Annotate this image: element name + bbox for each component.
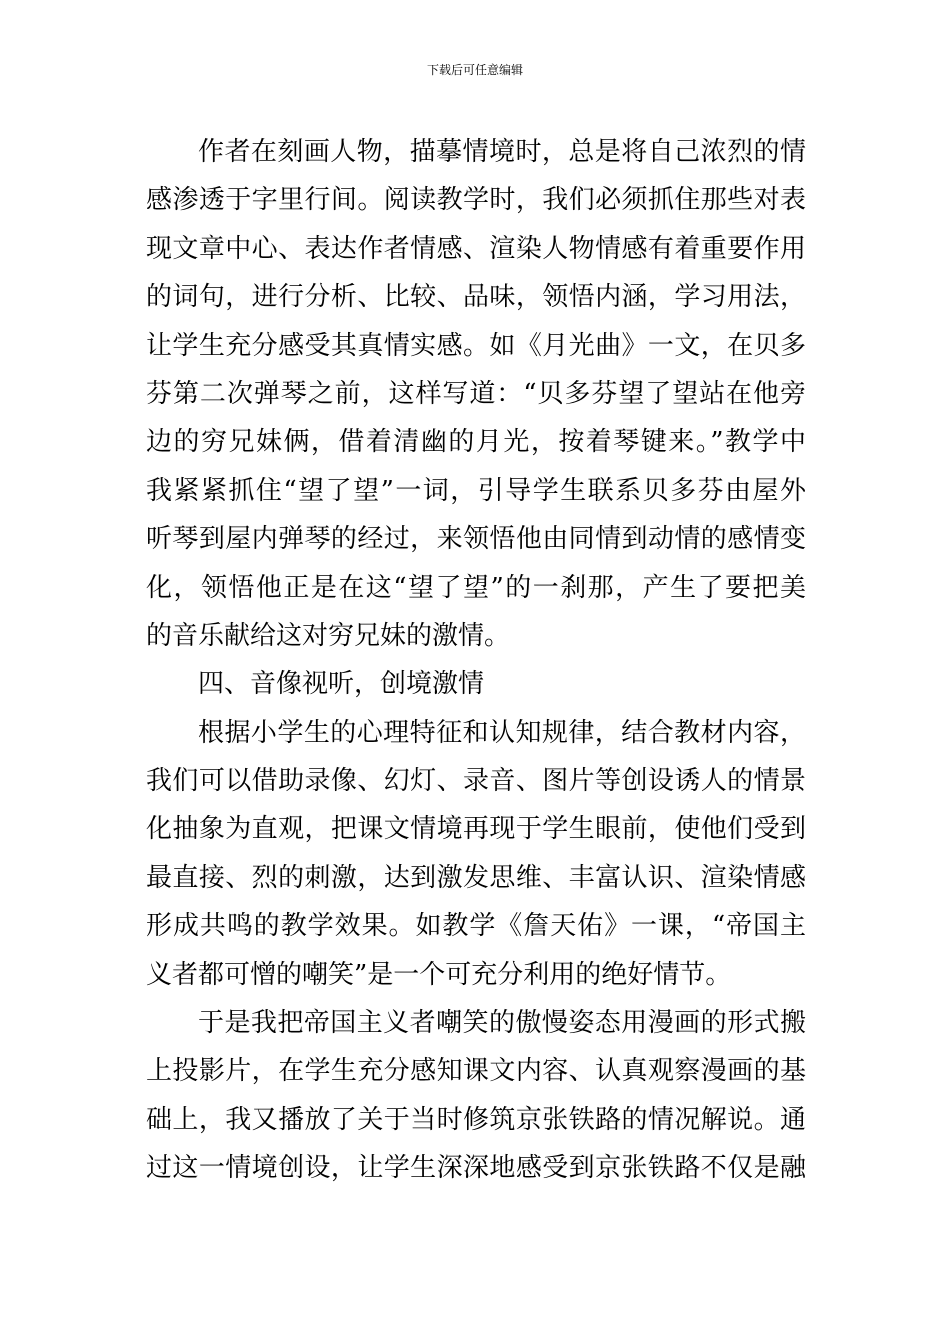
text-line: 础上，我又播放了关于当时修筑京张铁路的情况解说。通	[146, 1104, 806, 1135]
text-line: 义者都可憎的嘲笑”是一个可充分利用的绝好情节。	[146, 959, 732, 990]
text-line: 最直接、烈的刺激，达到激发思维、丰富认识、渲染情感	[146, 862, 806, 893]
paragraph	[146, 709, 806, 999]
text-line: 听琴到屋内弹琴的经过，来领悟他由同情到动情的感情变	[146, 524, 806, 555]
text-line: 芬第二次弹琴之前，这样写道：“贝多芬望了望站在他旁	[146, 378, 806, 409]
text-line: 化，领悟他正是在这“望了望”的一刹那，产生了要把美	[146, 572, 806, 603]
text-line: 过这一情境创设，让学生深深地感受到京张铁路不仅是融	[146, 1153, 806, 1184]
text-line: 根据小学生的心理特征和认知规律，结合教材内容，	[198, 717, 806, 748]
text-line: 形成共鸣的教学效果。如教学《詹天佑》一课，“帝国主	[146, 911, 806, 942]
paragraph	[146, 999, 806, 1193]
text-line: 于是我把帝国主义者嘲笑的傲慢姿态用漫画的形式搬	[198, 1008, 806, 1039]
text-line: 现文章中心、表达作者情感、渲染人物情感有着重要作用	[146, 233, 806, 264]
text-line: 上投影片，在学生充分感知课文内容、认真观察漫画的基	[146, 1056, 806, 1087]
text-line: 边的穷兄妹俩，借着清幽的月光，按着琴键来。”教学中	[146, 427, 806, 458]
page-header: 下载后可任意编辑	[426, 63, 523, 77]
heading-text: 四、音像视听，创境激情	[198, 669, 485, 700]
document-body	[146, 128, 806, 1193]
text-line: 我们可以借助录像、幻灯、录音、图片等创设诱人的情景	[146, 766, 806, 797]
text-line: 作者在刻画人物，描摹情境时，总是将自己浓烈的情	[198, 137, 806, 167]
paragraph	[146, 128, 806, 660]
text-line: 化抽象为直观，把课文情境再现于学生眼前，使他们受到	[146, 814, 806, 845]
section-heading	[146, 660, 806, 708]
text-line: 我紧紧抓住“望了望”一词，引导学生联系贝多芬由屋外	[146, 475, 806, 506]
text-line: 让学生充分感受其真情实感。如《月光曲》一文，在贝多	[146, 330, 806, 361]
text-line: 的词句，进行分析、比较、品味，领悟内涵，学习用法，	[146, 282, 806, 313]
text-line: 的音乐献给这对穷兄妹的激情。	[146, 620, 511, 651]
text-line: 感渗透于字里行间。阅读教学时，我们必须抓住那些对表	[146, 185, 806, 216]
